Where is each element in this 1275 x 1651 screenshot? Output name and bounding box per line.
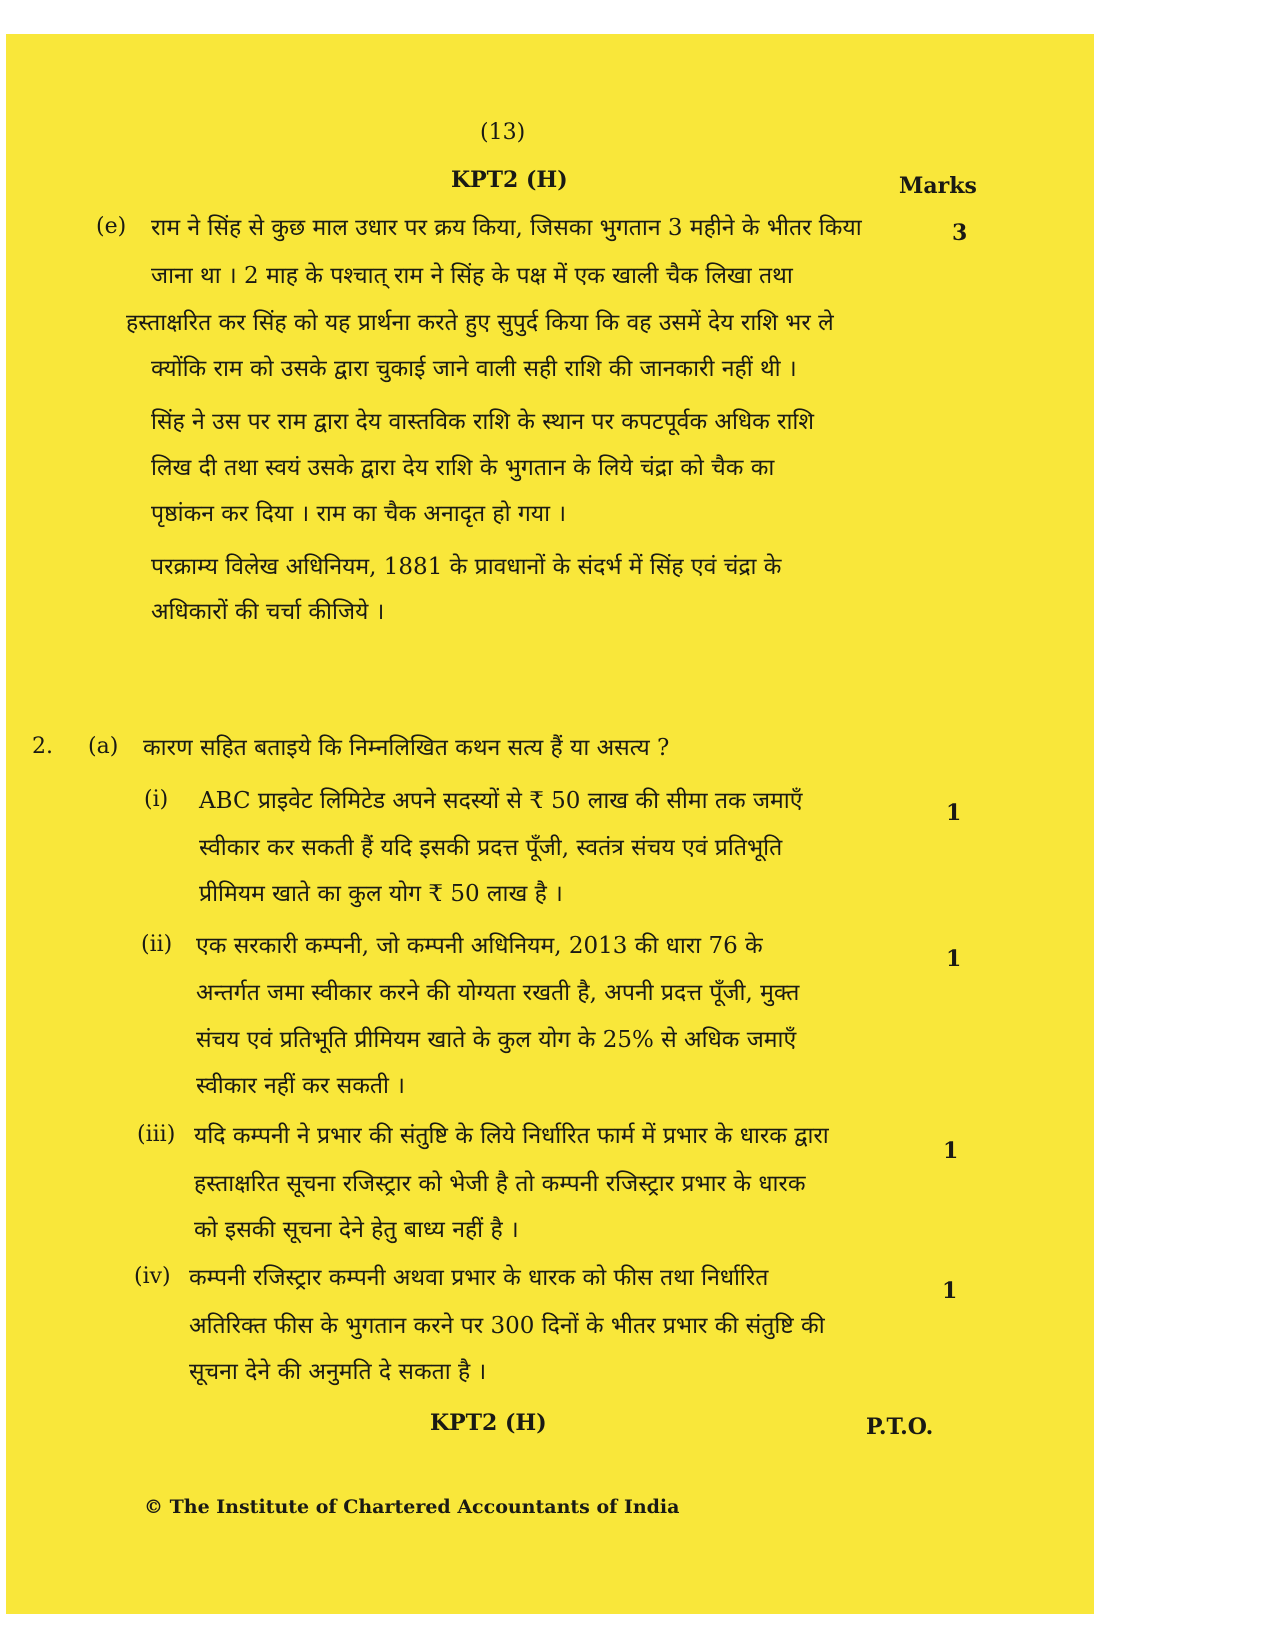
- item-text-line: सूचना देने की अनुमति दे सकता है ।: [189, 1359, 487, 1385]
- question-marks-e: 3: [952, 220, 968, 246]
- question-text-line: राम ने सिंह से कुछ माल उधार पर क्रय किया, जिसका भुगतान 3 महीने के भीतर किया: [151, 215, 862, 241]
- question-part-label-a: (a): [88, 734, 119, 759]
- question-text-line: सिंह ने उस पर राम द्वारा देय वास्तविक राशि के स्थान पर कपटपूर्वक अधिक राशि: [151, 409, 815, 435]
- paper-code-header: KPT2 (H): [451, 167, 568, 193]
- item-text-line: कम्पनी रजिस्ट्रार कम्पनी अथवा प्रभार के धारक को फीस तथा निर्धारित: [189, 1265, 769, 1291]
- item-marks-ii: 1: [946, 946, 962, 972]
- item-marks-iv: 1: [942, 1278, 958, 1304]
- item-text-line: स्वीकार कर सकती हैं यदि इसकी प्रदत्त पूँजी, स्वतंत्र संचय एवं प्रतिभूति: [199, 835, 783, 861]
- pto-label: P.T.O.: [866, 1414, 934, 1440]
- item-text-line: स्वीकार नहीं कर सकती ।: [196, 1073, 405, 1099]
- question-label-e: (e): [96, 214, 127, 239]
- question-text-line: लिख दी तथा स्वयं उसके द्वारा देय राशि के भुगतान के लिये चंद्रा को चैक का: [151, 455, 775, 481]
- question-text-line: जाना था । 2 माह के पश्चात् राम ने सिंह के पक्ष में एक खाली चैक लिखा तथा: [151, 263, 793, 289]
- item-label-i: (i): [144, 787, 169, 812]
- marks-header: Marks: [899, 173, 977, 199]
- item-label-ii: (ii): [141, 932, 173, 957]
- exam-page: [6, 34, 1094, 1614]
- item-text-line: प्रीमियम खाते का कुल योग ₹ 50 लाख है ।: [199, 881, 563, 907]
- page-number: (13): [480, 120, 526, 145]
- question-intro: कारण सहित बताइये कि निम्नलिखित कथन सत्य हैं या असत्य ?: [143, 735, 670, 761]
- question-text-line: क्योंकि राम को उसके द्वारा चुकाई जाने वाली सही राशि की जानकारी नहीं थी ।: [151, 356, 797, 382]
- item-text-line: अन्तर्गत जमा स्वीकार करने की योग्यता रखती है, अपनी प्रदत्त पूँजी, मुक्त: [196, 980, 800, 1006]
- item-marks-iii: 1: [943, 1138, 959, 1164]
- item-text-line: अतिरिक्त फीस के भुगतान करने पर 300 दिनों के भीतर प्रभार की संतुष्टि की: [189, 1313, 825, 1339]
- item-label-iv: (iv): [134, 1264, 171, 1289]
- item-label-iii: (iii): [137, 1122, 176, 1147]
- question-text-line: पृष्ठांकन कर दिया । राम का चैक अनादृत हो गया ।: [151, 501, 567, 527]
- item-text-line: संचय एवं प्रतिभूति प्रीमियम खाते के कुल योग के 25% से अधिक जमाएँ: [196, 1027, 797, 1053]
- item-text-line: एक सरकारी कम्पनी, जो कम्पनी अधिनियम, 2013 की धारा 76 के: [196, 933, 763, 959]
- question-text-line: हस्ताक्षरित कर सिंह को यह प्रार्थना करते हुए सुपुर्द किया कि वह उसमें देय राशि भर ले: [126, 310, 834, 336]
- item-marks-i: 1: [946, 800, 962, 826]
- question-text-line: अधिकारों की चर्चा कीजिये ।: [151, 599, 385, 625]
- item-text-line: को इसकी सूचना देने हेतु बाध्य नहीं है ।: [194, 1217, 519, 1243]
- item-text-line: हस्ताक्षरित सूचना रजिस्ट्रार को भेजी है तो कम्पनी रजिस्ट्रार प्रभार के धारक: [194, 1171, 806, 1197]
- paper-code-footer: KPT2 (H): [430, 1410, 547, 1436]
- question-text-line: परक्राम्य विलेख अधिनियम, 1881 के प्रावधानों के संदर्भ में सिंह एवं चंद्रा के: [151, 554, 782, 580]
- item-text-line: ABC प्राइवेट लिमिटेड अपने सदस्यों से ₹ 50 लाख की सीमा तक जमाएँ: [199, 788, 803, 814]
- question-number-2: 2.: [32, 734, 53, 759]
- item-text-line: यदि कम्पनी ने प्रभार की संतुष्टि के लिये निर्धारित फार्म में प्रभार के धारक द्वारा: [194, 1123, 829, 1149]
- copyright-notice: © The Institute of Chartered Accountants of India: [144, 1496, 680, 1518]
